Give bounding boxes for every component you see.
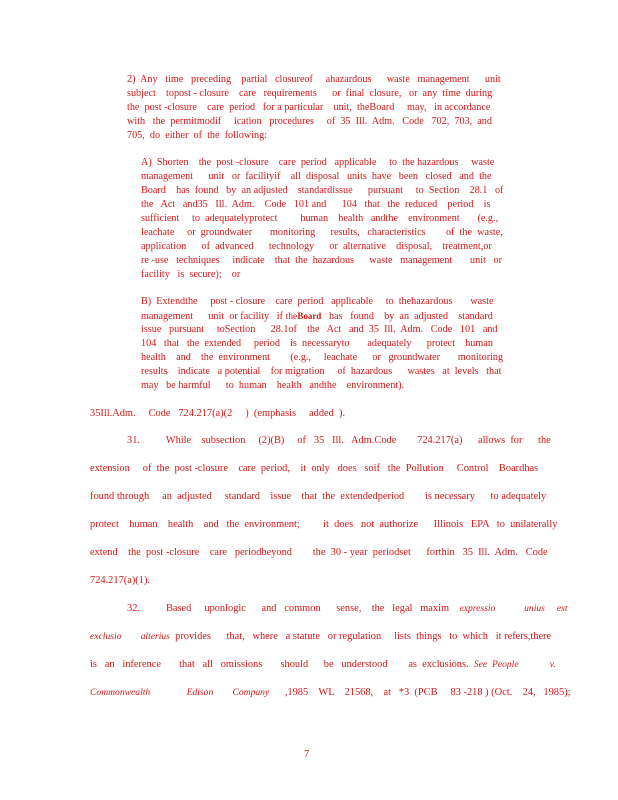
paragraph-32-text: 32. Based uponlogic and common sense, the legal maxim [127, 603, 450, 614]
paragraph-31-line: found through an adjusted standard issue that the extendedperiod is necessary to adequately [90, 491, 547, 502]
subsection-a-line: Board has found by an adjusted standardissue pursuant to Section 28.1 of [141, 185, 504, 196]
case-name: Commonwealth [90, 687, 151, 698]
subsection-b-line: may be harmful to human health andthe environment). [141, 380, 405, 391]
paragraph-31-line: extend the post -closure care periodbeyond the 30 - year periodset forthin 35 Ill. Adm. Code [90, 547, 548, 558]
subsection-b-line: 104 that the extended period is necessaryto adequately protect human [141, 338, 493, 349]
case-citation-signal: See People v. [473, 659, 556, 670]
subsection-2-line: 2) Any time preceding partial closureof ahazardous waste management unit [127, 74, 501, 85]
board-prefix: the [285, 311, 298, 322]
paragraph-32-line [127, 603, 568, 615]
subsection-a-line: sufficient to adequatelyprotect human health andthe environment (e.g., [141, 213, 499, 224]
subsection-b-text: management unit or facility if [141, 311, 286, 322]
citation: 35Ill.Adm. Code 724.217(a)(2 ) (emphasis added ). [90, 408, 346, 419]
subsection-b-line [141, 310, 493, 323]
page-number: 7 [304, 749, 310, 760]
subsection-a-line: the Act and35 Ill. Adm. Code 101 and 104 that the reduced period is [141, 199, 491, 210]
subsection-2-line: the post -closure care period for a particular unit, theBoard may, in accordance [127, 102, 491, 113]
subsection-2-line: 705, do either of the following: [127, 130, 268, 141]
paragraph-31-line: 31. While subsection (2)(B) of 35 Ill. Adm.Code 724.217(a) allows for the [127, 435, 551, 446]
paragraph-32-text: ,1985 WL 21568, at *3 (PCB 83 -218 ) (Oct. 24, 1985); [269, 687, 571, 698]
paragraph-31-line: protect human health and the environment; it does not authorize Illinois EPA to unilaterally [90, 519, 558, 530]
subsection-b-line: issue pursuant toSection 28.1of the Act and 35 Ill. Adm. Code 101 and [141, 324, 498, 335]
subsection-a-line: re -use techniques indicate that the hazardous waste management unit or [141, 255, 502, 266]
subsection-b-line: results indicate a potential for migration of hazardous wastes at levels that [141, 366, 502, 377]
subsection-a-line: leachate or groundwater monitoring results, characteristics of the waste, [141, 227, 503, 238]
paragraph-31-line: 724.217(a)(1). [90, 575, 151, 586]
paragraph-32-line [90, 659, 556, 671]
paragraph-31-line: extension of the post -closure care period, it only does soif the Pollution Control Boardhas [90, 463, 539, 474]
paragraph-32-text: is an inference that all omissions should be understood as exclusions. [90, 659, 469, 670]
latin-maxim: expressio unius est [459, 603, 568, 614]
subsection-2-line: subject topost - closure care requirements or final closure, or any time during [127, 88, 493, 99]
subsection-a-line: management unit or facilityif all disposal units have been closed and the [141, 171, 492, 182]
subsection-a-line: A) Shorten the post -closure care period applicable to the hazardous waste [141, 157, 495, 168]
subsection-b-text: has found by an adjusted standard [321, 311, 493, 322]
board-term: Board [297, 311, 322, 321]
subsection-2-line: with the permitmodif ication procedures of 35 Ill. Adm. Code 702, 703, and [127, 116, 492, 127]
paragraph-32-text: provides that, where a statute or regulation lists things to which it refers,there [169, 631, 552, 642]
paragraph-32-line [90, 631, 551, 643]
subsection-b-line: health and the environment (e.g., leachate or groundwater monitoring [141, 352, 504, 363]
subsection-a-line: application of advanced technology or alternative disposal, treatment,or [141, 241, 492, 252]
subsection-b-line: B) Extendthe post - closure care period applicable to thehazardous waste [141, 296, 494, 307]
latin-maxim: exclusio alterius [90, 631, 170, 642]
subsection-a-line: facility is secure); or [141, 269, 241, 280]
case-name: Edison Company [186, 687, 270, 698]
paragraph-32-line [90, 687, 571, 699]
